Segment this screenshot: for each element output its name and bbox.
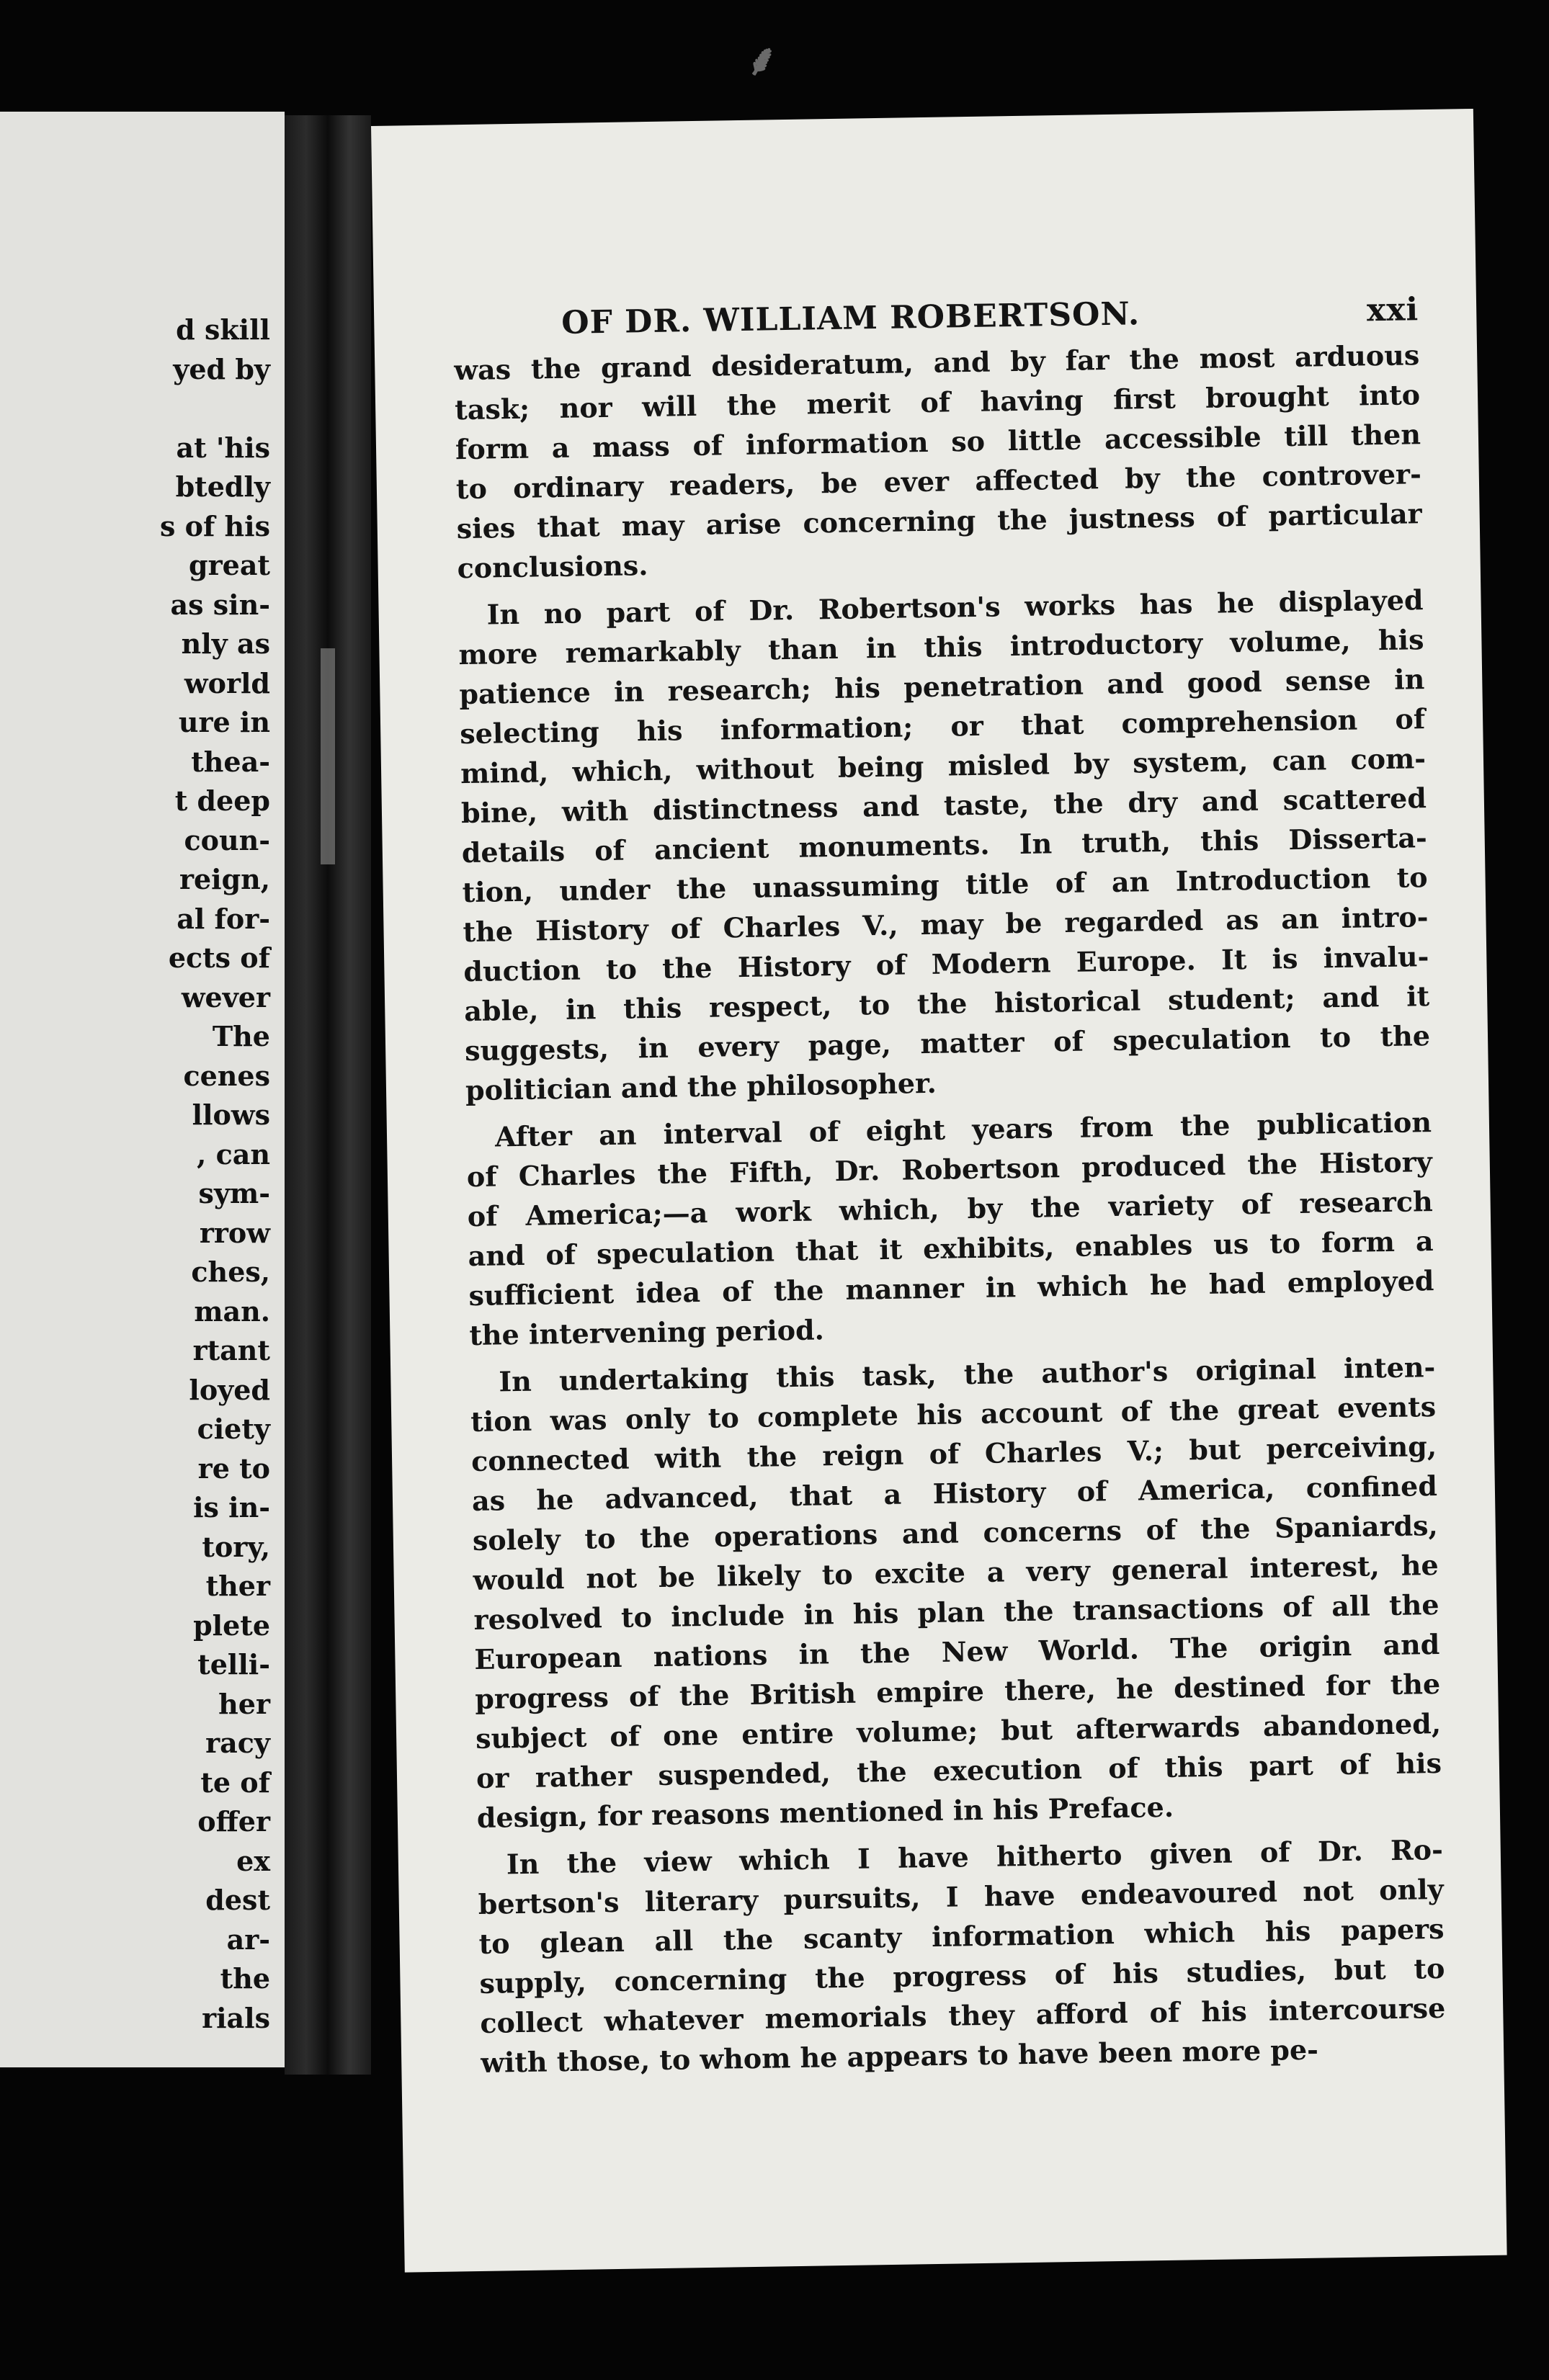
paragraph xyxy=(466,1102,1435,1355)
text-line: progress of the British empire there, he destined for the xyxy=(474,1667,1441,1715)
left-page-line: t deep xyxy=(174,784,270,817)
left-page-line: at 'his xyxy=(176,431,270,464)
text-line: with those, to whom he appears to have been more pe- xyxy=(480,2033,1319,2079)
page-number: xxi xyxy=(1366,291,1419,329)
running-title: OF DR. WILLIAM ROBERTSON. xyxy=(561,295,1140,341)
text-line: details of ancient monuments. In truth, this Disserta- xyxy=(461,821,1428,869)
text-line: sufficient idea of the manner in which he had employed xyxy=(468,1264,1434,1312)
left-page-line: her xyxy=(218,1687,270,1720)
text-line: resolved to include in his plan the transactions of all the xyxy=(473,1588,1439,1637)
text-line: solely to the operations and concerns of the Spaniards, xyxy=(472,1508,1439,1557)
text-line: bine, with distinctness and taste, the dry and scattered xyxy=(460,782,1427,830)
book-gutter xyxy=(285,115,371,2075)
running-header xyxy=(453,290,1419,344)
left-page-line: nly as xyxy=(181,627,270,660)
left-page xyxy=(0,112,285,2067)
left-page-line: reign, xyxy=(179,863,270,895)
left-page-line: te of xyxy=(200,1766,270,1799)
text-line: patience in research; his penetration and good sense in xyxy=(459,663,1425,711)
left-page-line: coun- xyxy=(184,823,270,856)
left-page-line: ches, xyxy=(191,1256,270,1288)
text-line: tion was only to complete his account of the great events xyxy=(470,1390,1437,1439)
left-page-line: ar- xyxy=(226,1923,270,1956)
text-line: In no part of Dr. Robertson's works has he displayed xyxy=(486,583,1424,631)
text-line: After an interval of eight years from the publication xyxy=(494,1106,1432,1153)
left-page-line: telli- xyxy=(197,1648,270,1681)
text-line: duction to the History of Modern Europe. It is invalu- xyxy=(463,940,1429,988)
left-page-line: as sin- xyxy=(170,588,270,621)
left-page-line: yed by xyxy=(173,352,270,385)
left-page-line: The xyxy=(212,1020,270,1052)
left-page-line: ther xyxy=(205,1570,270,1602)
left-page-line: btedly xyxy=(175,470,270,503)
text-line: the intervening period. xyxy=(469,1313,825,1352)
text-line: task; nor will the merit of having first brought into xyxy=(454,378,1421,426)
left-page-line xyxy=(0,389,270,429)
text-line: In undertaking this task, the author's original inten- xyxy=(499,1351,1436,1398)
text-line: sies that may arise concerning the justness of particular xyxy=(456,497,1422,545)
left-page-line: re to xyxy=(197,1451,270,1485)
left-page-line: cenes xyxy=(183,1059,270,1092)
text-line: to glean all the scanty information which his papers xyxy=(478,1912,1445,1960)
text-line: connected with the reign of Charles V.; but perceiving, xyxy=(470,1429,1437,1478)
left-page-line: al for- xyxy=(177,902,270,935)
binding-mark: ⸙ xyxy=(746,35,778,86)
text-line: able, in this respect, to the historical student; and it xyxy=(463,980,1430,1028)
left-page-line: dest xyxy=(205,1884,270,1916)
gutter-highlight xyxy=(321,648,335,864)
left-page-line: ects of xyxy=(168,941,270,974)
text-line: of America;—a work which, by the variety of research xyxy=(467,1185,1433,1233)
text-line: tion, under the unassuming title of an Introduction to xyxy=(462,861,1428,909)
left-page-line: great xyxy=(189,549,270,581)
left-page-line: ciety xyxy=(197,1413,270,1445)
text-line: In the view which I have hitherto given of Dr. Ro- xyxy=(506,1833,1444,1881)
text-line: was the grand desideratum, and by far the most arduous xyxy=(453,339,1420,387)
text-line: supply, concerning the progress of his studies, but to xyxy=(479,1951,1445,2000)
text-line: as he advanced, that a History of America, confined xyxy=(471,1469,1438,1518)
left-page-line: d skill xyxy=(176,313,270,346)
text-line: or rather suspended, the execution of this part of his xyxy=(476,1746,1442,1794)
left-page-line: wever xyxy=(181,980,270,1014)
text-line: European nations in the New World. The origin and xyxy=(474,1627,1440,1676)
left-page-line: sym- xyxy=(198,1177,270,1209)
text-line: bertson's literary pursuits, I have endeavoured not only xyxy=(478,1872,1444,1920)
left-page-text xyxy=(0,310,270,2038)
left-page-line: s of his xyxy=(159,509,270,542)
left-page-line: man. xyxy=(194,1294,270,1328)
right-page-text xyxy=(453,290,1447,2082)
text-line: to ordinary readers, be ever affected by the controver- xyxy=(455,457,1422,506)
text-line: form a mass of information so little accessible till then xyxy=(455,418,1421,466)
text-line: subject of one entire volume; but afterwards abandoned, xyxy=(475,1706,1442,1755)
paragraph xyxy=(454,335,1423,588)
left-page-line: thea- xyxy=(191,745,270,778)
left-page-line: rrow xyxy=(199,1216,270,1249)
left-page-line: plete xyxy=(193,1609,270,1642)
text-line: of Charles the Fifth, Dr. Robertson produced the History xyxy=(466,1145,1433,1194)
paragraph xyxy=(477,1830,1446,2082)
text-line: selecting his information; or that comprehension of xyxy=(459,702,1426,751)
text-line: the History of Charles V., may be regarded as an intro- xyxy=(463,900,1429,949)
text-line: would not be likely to excite a very general interest, he xyxy=(473,1548,1439,1597)
left-page-line: world xyxy=(184,666,270,699)
text-line: and of speculation that it exhibits, enables us to form a xyxy=(468,1225,1434,1273)
text-line: conclusions. xyxy=(457,549,648,585)
right-page xyxy=(371,109,1507,2273)
left-page-line: llows xyxy=(192,1099,270,1131)
left-page-line: is in- xyxy=(193,1491,270,1524)
left-page-line: loyed xyxy=(189,1373,270,1406)
left-page-line: ex xyxy=(236,1844,270,1877)
left-page-line: , can xyxy=(197,1137,270,1171)
text-line: suggests, in every page, matter of speculation to the xyxy=(464,1019,1431,1068)
paragraph xyxy=(470,1347,1442,1838)
paragraph xyxy=(457,580,1431,1110)
text-line: more remarkably than in this introductory volume, his xyxy=(458,623,1424,671)
text-line: mind, which, without being misled by system, can com- xyxy=(460,742,1427,790)
left-page-line: rtant xyxy=(192,1334,270,1366)
left-page-line: the xyxy=(220,1962,270,1995)
text-line: collect whatever memorials they afford of his intercourse xyxy=(480,1991,1446,2039)
left-page-line: tory, xyxy=(202,1530,270,1563)
body-paragraphs xyxy=(454,335,1447,2082)
left-page-line: rials xyxy=(202,2001,270,2034)
left-page-line: offer xyxy=(197,1805,270,1838)
text-line: design, for reasons mentioned in his Preface. xyxy=(476,1790,1174,1834)
text-line: politician and the philosopher. xyxy=(465,1066,937,1107)
left-page-line: ure in xyxy=(178,706,270,738)
left-page-line: racy xyxy=(205,1727,270,1759)
